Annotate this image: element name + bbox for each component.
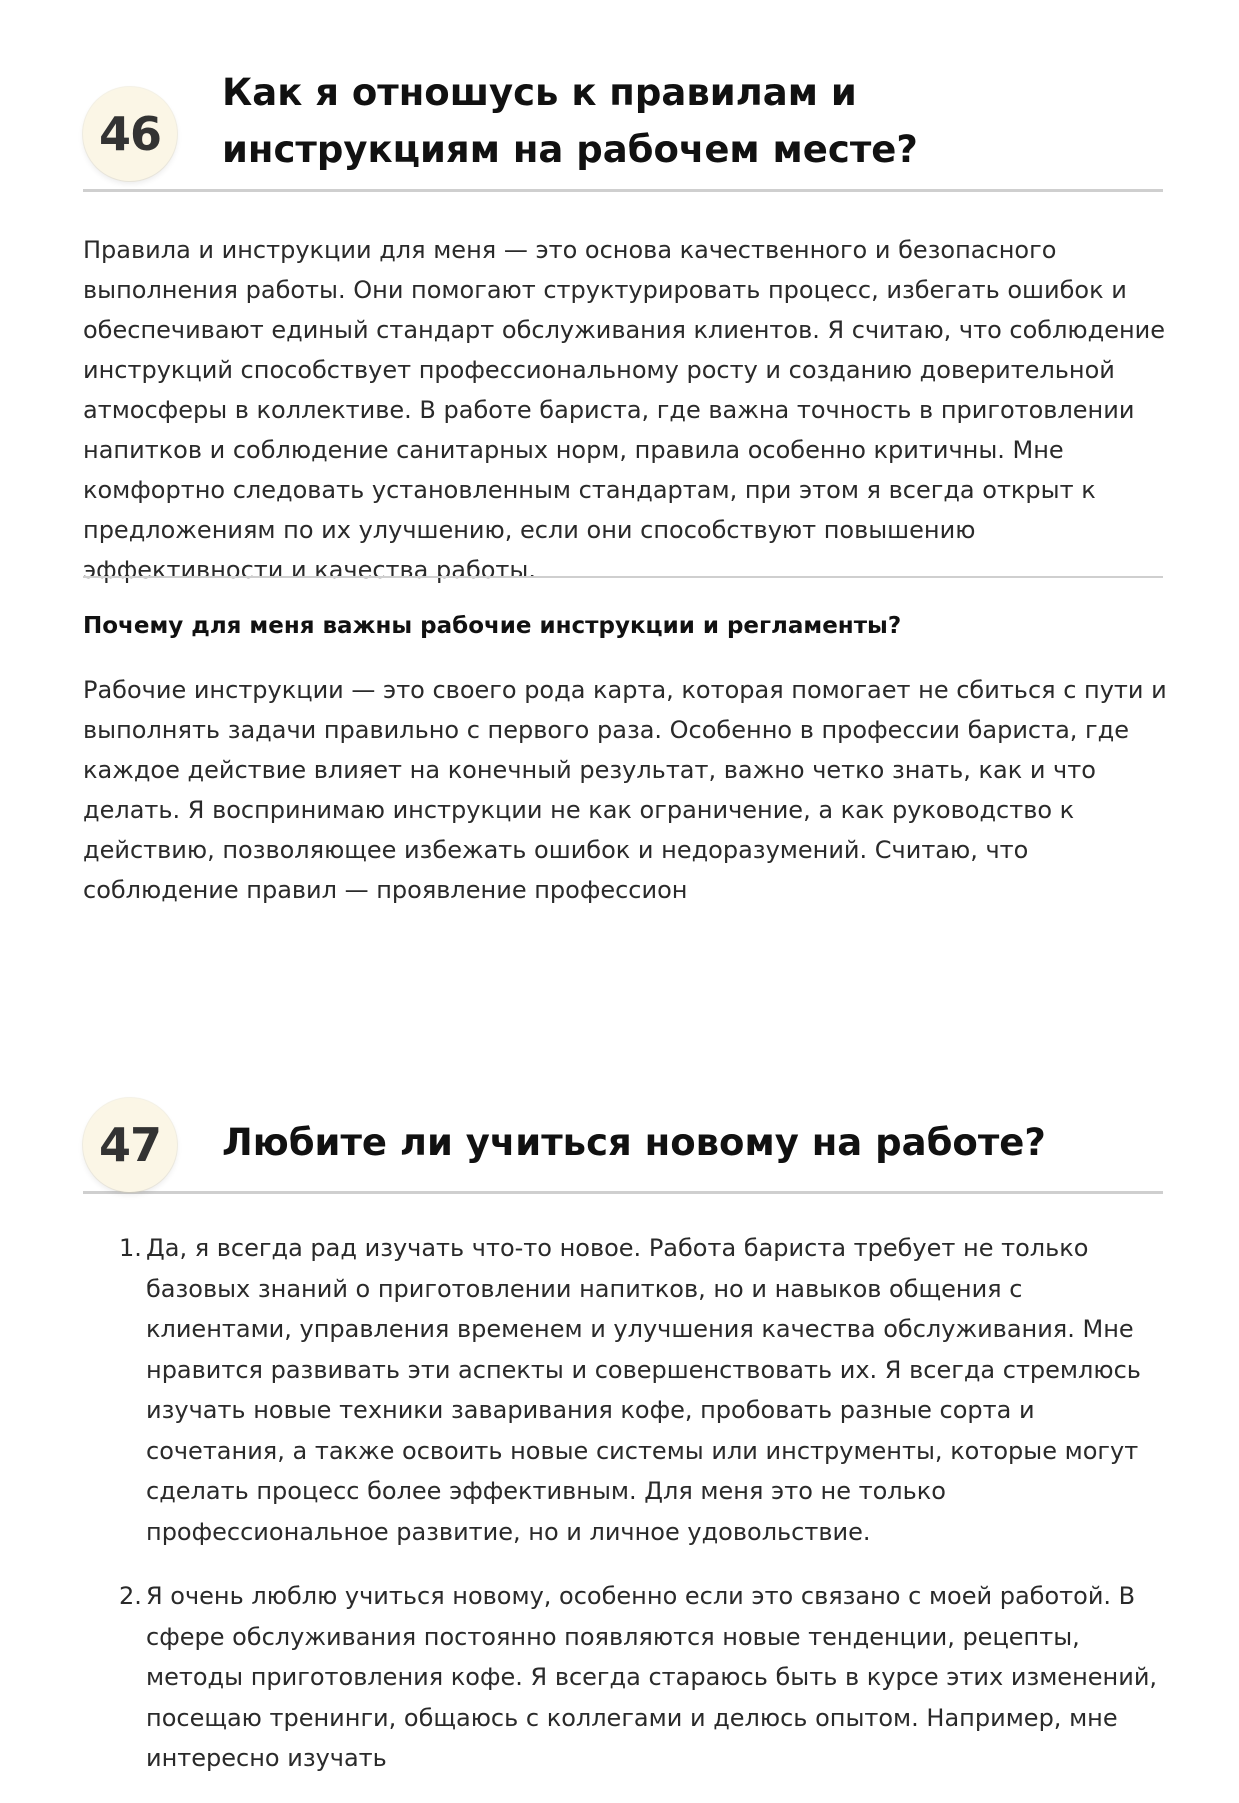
question-title: Любите ли учиться новому на работе? [222,1121,1046,1164]
subheading: Почему для меня важны рабочие инструкции и регламенты? [83,613,902,639]
answer-paragraph: Рабочие инструкции — это своего рода карта, которая помогает не сбиться с пути и выполнять задачи правильно с первого раза. Особенно в профессии бариста, где каждое действие влияет на конечный результат, важно четко знать, как и что делать. Я воспринимаю инструкции не как ограничение, а как руководство к действию, позволяющее избежать ошибок и недоразумений. Считаю, что соблюдение правил — проявление профессион [83,676,1167,904]
list-item [83,1228,1168,1552]
answer-paragraph: Правила и инструкции для меня — это основа качественного и безопасного выполнения работы. Они помогают структурировать процесс, избегать ошибок и обеспечивают единый стандарт обслуживания клиентов. Я считаю, что соблюдение инструкций способствует профессиональному росту и созданию доверительной атмосферы в коллективе. В работе бариста, где важна точность в приготовлении напитков и соблюдение санитарных норм, правила особенно критичны. Мне комфортно следовать установленным стандартам, при этом я всегда открыт к предложениям по их улучшению, если они способствуют повышению эффективности и качества работы. [83,236,1166,584]
question-47-header [83,1078,1163,1194]
list-marker: 1. [119,1234,142,1262]
list-item-text: Я очень люблю учиться новому, особенно если это связано с моей работой. В сфере обслуживания постоянно появляются новые тенденции, рецепты, методы приготовления кофе. Я всегда стараюсь быть в курсе этих изменений, посещаю тренинги, общаюсь с коллегами и делюсь опытом. Например, мне интересно изучать [146,1582,1158,1772]
list-item-text: Да, я всегда рад изучать что-то новое. Работа бариста требует не только базовых знаний о приготовлении напитков, но и навыков общения с клиентами, управления временем и улучшения качества обслуживания. Мне нравится развивать эти аспекты и совершенствовать их. Я всегда стремлюсь изучать новые техники заваривания кофе, пробовать разные сорта и сочетания, а также освоить новые системы или инструменты, которые могут сделать процесс более эффективным. Для меня это не только профессиональное развитие, но и личное удовольствие. [146,1234,1141,1546]
answer-list [83,1228,1168,1803]
list-marker: 2. [119,1582,142,1610]
question-title: Как я отношусь к правилам и инструкциям на рабочем месте? [222,71,918,171]
section-divider [83,576,1163,578]
list-item [83,1576,1168,1779]
question-number-badge: 46 [83,87,177,181]
question-number-badge: 47 [83,1098,177,1192]
question-46-header [83,60,1163,192]
